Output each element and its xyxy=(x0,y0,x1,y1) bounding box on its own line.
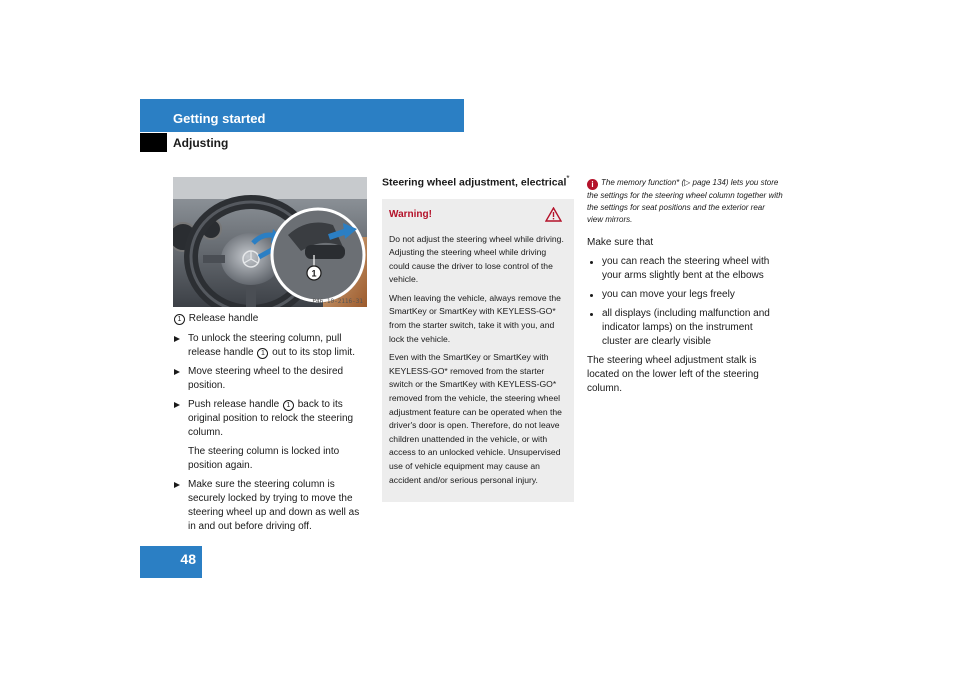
step-arrow-icon xyxy=(174,402,180,408)
section-title: Adjusting xyxy=(173,136,229,150)
chapter-title: Getting started xyxy=(173,111,266,126)
step-text: To unlock the steering column, pull release handle xyxy=(188,333,342,358)
closing-paragraph: The steering wheel adjustment stalk is located on the lower left of the steering column. xyxy=(587,355,759,394)
bullet-item: you can reach the steering wheel with your arms slightly bent at the elbows xyxy=(587,255,783,283)
bullets-intro: Make sure that xyxy=(587,237,654,248)
warning-triangle-icon xyxy=(545,207,562,222)
step-text: out to its stop limit. xyxy=(269,347,355,358)
warning-paragraph: Even with the SmartKey or SmartKey with KEYLESS-GO* removed from the starter switch or the SmartKey with KEYLESS-GO* removed from the vehicle, the steering wheel adjustment feature can be operated when the driver's door is open. Therefore, do not leave children unattended in the vehicle, or with access to an unlocked vehicle. Unsupervised use of vehicle equipment may cause an accident and/or serious personal injury. xyxy=(389,352,562,485)
instruction-step xyxy=(173,332,369,360)
figure-callout: 1 xyxy=(311,268,317,279)
section-marker xyxy=(140,133,167,152)
page-number: 48 xyxy=(180,551,196,567)
middle-column xyxy=(382,174,574,502)
bullet-item: all displays (including malfunction and indicator lamps) on the instrument cluster are clearly visible xyxy=(587,307,783,349)
step-text: Push release handle xyxy=(188,399,282,410)
instruction-note xyxy=(173,445,369,473)
step-arrow-icon xyxy=(174,369,180,375)
callout-marker: 1 xyxy=(174,314,185,325)
instruction-list xyxy=(173,332,369,534)
bullet-list xyxy=(587,255,783,349)
step-text: back to its original position to relock the steering column. xyxy=(188,399,354,438)
instruction-step xyxy=(173,365,369,393)
step-text: The steering column is locked into position again. xyxy=(188,446,340,471)
callout-marker: 1 xyxy=(257,348,268,359)
step-text: Make sure the steering column is securely locked by trying to move the steering wheel up and down as well as in and out before driving off. xyxy=(188,479,360,532)
warning-title: Warning! xyxy=(389,208,432,220)
left-column xyxy=(173,312,369,539)
step-text: Move steering wheel to the desired position. xyxy=(188,366,344,391)
section-heading: Steering wheel adjustment, electrical* xyxy=(382,174,570,189)
step-arrow-icon xyxy=(174,336,180,342)
bullet-item: you can move your legs freely xyxy=(587,288,783,302)
instruction-step xyxy=(173,398,369,440)
info-text: The memory function* (▷ page 134) lets you store the settings for the steering wheel column together with the settings for seat positions and the exterior rear view mirrors. xyxy=(587,178,783,224)
info-icon: i xyxy=(587,179,598,190)
step-arrow-icon xyxy=(174,482,180,488)
figure-code: P46.10-2116-31 xyxy=(312,298,363,305)
warning-paragraph: When leaving the vehicle, always remove the SmartKey or SmartKey with KEYLESS-GO* from the starter switch, take it with you, and lock the vehicle. xyxy=(389,292,561,344)
right-column xyxy=(587,177,783,401)
steering-wheel-illustration xyxy=(173,177,367,307)
warning-paragraph: Do not adjust the steering wheel while driving. Adjusting the steering wheel while driving could cause the driver to lose control of the vehicle. xyxy=(389,233,564,285)
steering-wheel-photo xyxy=(173,177,367,307)
figure-caption xyxy=(173,312,369,326)
warning-text xyxy=(389,233,566,488)
instruction-step xyxy=(173,478,369,534)
callout-marker: 1 xyxy=(283,400,294,411)
warning-box xyxy=(382,199,574,503)
info-note xyxy=(587,177,783,226)
caption-text: Release handle xyxy=(188,313,259,324)
